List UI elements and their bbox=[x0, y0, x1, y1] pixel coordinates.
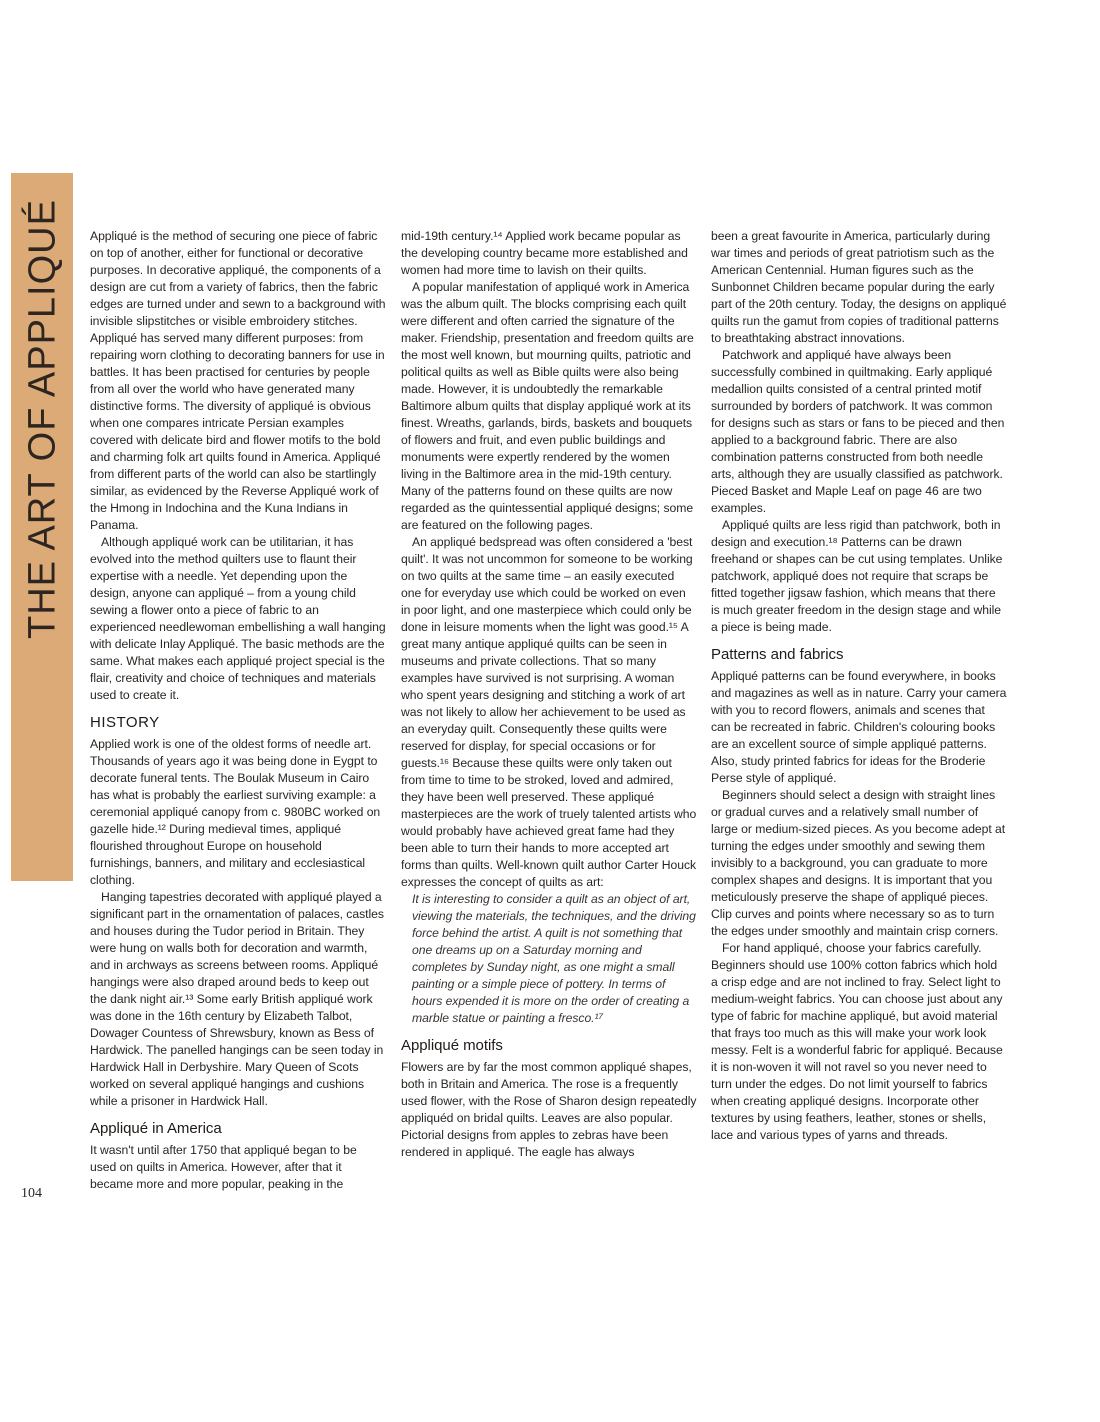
paragraph: been a great favourite in America, particularly during war times and periods of great patriotism such as the American Centennial. Human figures such as the Sunbonnet Children became popular during the early part of the 20th century. Today, the designs on appliqué quilts run the gamut from copies of traditional patterns to breathtaking abstract innovations. bbox=[711, 229, 1007, 345]
paragraph: Appliqué is the method of securing one piece of fabric on top of another, either for functional or decorative purposes. In decorative appliqué, the components of a design are cut from a variety of fabrics, then the fabric edges are turned under and sewn to a background with invisible slipstitches or visible embroidery stitches. Appliqué has served many different purposes: from repairing worn clothing to decorating banners for use in battles. It has been practised for centuries by people from all over the world who have generated many distinctive forms. The diversity of appliqué is obvious when one compares intricate Persian examples covered with delicate bird and flower motifs to the bold and charming folk art quilts found in America. Appliqué from different parts of the world can also be startlingly similar, as evidenced by the Reverse Appliqué work of the Hmong in Indochina and the Kuna Indians in Panama. bbox=[90, 229, 386, 532]
paragraph: Applied work is one of the oldest forms of needle art. Thousands of years ago it was being done in Eygpt to decorate funeral tents. The Boulak Museum in Cairo has what is probably the earliest surviving example: a ceremonial appliqué canopy from c. 980BC worked on gazelle hide.¹² During medieval times, appliqué flourished throughout Europe on household furnishings, banners, and military and ecclesiastical clothing. bbox=[90, 737, 381, 887]
paragraph: It wasn't until after 1750 that appliqué began to be used on quilts in America. However, after that it became more and more popular, peaking in the bbox=[90, 1143, 357, 1191]
heading-applique-in-america: Appliqué in America bbox=[90, 1120, 222, 1137]
paragraph: Appliqué quilts are less rigid than patchwork, both in design and execution.¹⁸ Patterns can be drawn freehand or shapes can be cut using templates. Unlike patchwork, appliqué does not require that scraps be fitted together jigsaw fashion, which means that there is much greater freedom in the design stage and while a piece is being made. bbox=[711, 518, 1003, 634]
text-column-2 bbox=[401, 228, 697, 1161]
heading-patterns-and-fabrics: Patterns and fabrics bbox=[711, 646, 844, 663]
text-column-3 bbox=[711, 228, 1007, 1144]
paragraph: mid-19th century.¹⁴ Applied work became popular as the developing country became more established and women had more time to lavish on their quilts. bbox=[401, 229, 688, 277]
heading-history: HISTORY bbox=[90, 714, 160, 731]
paragraph: For hand appliqué, choose your fabrics carefully. Beginners should use 100% cotton fabrics which hold a crisp edge and are not inclined to fray. Select light to medium-weight fabrics. You can choose just about any type of fabric for machine appliqué, but avoid material that frays too much as this will make your work look messy. Felt is a wonderful fabric for appliqué. Because it is non-woven it will not ravel so you never need to turn under the edges. Do not limit yourself to fabrics when creating appliqué designs. Incorporate other textures by using feathers, leather, stones or shells, lace and various types of yarns and threads. bbox=[711, 941, 1003, 1142]
paragraph: An appliqué bedspread was often considered a 'best quilt'. It was not uncommon for someone to be working on two quilts at the same time – an easily executed one for everyday use which could be worked on even in poor light, and one masterpiece which could only be done in leisure moments when the light was good.¹⁵ A great many antique appliqué quilts can be seen in museums and private collections. That so many examples have survived is not surprising. A woman who spent years designing and stitching a work of art was not likely to allow her achievement to be used as an everyday quilt. Consequently these quilts were reserved for display, for special occasions or for guests.¹⁶ Because these quilts were only taken out from time to time to be stroked, loved and admired, they have been well preserved. These appliqué masterpieces are the work of truely talented artists who would probably have achieved great fame had they been able to turn their hands to more accepted art forms than quilts. Well-known quilt author Carter Houck expresses the concept of quilts as art: bbox=[401, 535, 697, 889]
paragraph: A popular manifestation of appliqué work in America was the album quilt. The blocks comprising each quilt were different and often carried the signature of the maker. Friendship, presentation and freedom quilts are the most well known, but mourning quilts, patriotic and political quilts as well as Bible quilts were also being made. However, it is undoubtedly the remarkable Baltimore album quilts that display appliqué work at its finest. Wreaths, garlands, birds, baskets and bouquets of flowers and fruit, and even public buildings and monuments were expertly rendered by the women living in the Baltimore area in the mid-19th century. Many of the patterns found on these quilts are now regarded as the quintessential appliqué designs; some are featured on the following pages. bbox=[401, 280, 694, 532]
paragraph: Although appliqué work can be utilitarian, it has evolved into the method quilters use to flaunt their expertise with a needle. Yet depending upon the design, anyone can appliqué – from a young child sewing a flower onto a piece of fabric to an experienced needlewoman embellishing a wall hanging with delicate Inlay Appliqué. The basic methods are the same. What makes each appliqué project special is the flair, creativity and choice of techniques and materials used to create it. bbox=[90, 535, 386, 702]
paragraph: Flowers are by far the most common appliqué shapes, both in Britain and America. The rose is a frequently used flower, with the Rose of Sharon design repeatedly appliquéd on bridal quilts. Leaves are also popular. Pictorial designs from apples to zebras have been rendered in appliqué. The eagle has always bbox=[401, 1060, 697, 1159]
quote-carter-houck: It is interesting to consider a quilt as an object of art, viewing the materials, the techniques, and the driving force behind the artist. A quilt is not something that one dreams up on a Saturday morning and completes by Sunday night, as one might a small painting or a simple piece of pottery. In terms of hours expended it is more on the order of creating a marble statue or painting a fresco.¹⁷ bbox=[412, 892, 696, 1025]
paragraph: Patchwork and appliqué have always been successfully combined in quiltmaking. Early appliqué medallion quilts consisted of a central printed motif surrounded by borders of patchwork. It was common for designs such as stars or fans to be pieced and then applied to a background fabric. There are also combination patterns constructed from both needle arts, although they are usually classified as patchwork. Pieced Basket and Maple Leaf on page 46 are two examples. bbox=[711, 348, 1005, 515]
chapter-title: THE ART OF APPLIQUÉ bbox=[21, 199, 64, 640]
text-column-1 bbox=[90, 228, 386, 1193]
page-number: 104 bbox=[21, 1186, 42, 1201]
paragraph: Appliqué patterns can be found everywhere, in books and magazines as well as in nature. Carry your camera with you to record flowers, animals and scenes that can be recreated in fabric. Children's colouring books are an excellent source of simple appliqué patterns. Also, study printed fabrics for ideas for the Broderie Perse style of appliqué. bbox=[711, 669, 1007, 785]
heading-applique-motifs: Appliqué motifs bbox=[401, 1037, 503, 1054]
paragraph: Beginners should select a design with straight lines or gradual curves and a relatively small number of large or medium-sized pieces. As you become adept at turning the edges under smoothly and sewing them invisibly to a background, you can graduate to more complex shapes and designs. It is important that you meticulously preserve the shape of appliqué pieces. Clip curves and points where necessary so as to turn the edges under smoothly and maintain crisp corners. bbox=[711, 788, 1006, 938]
paragraph: Hanging tapestries decorated with appliqué played a significant part in the ornamentation of palaces, castles and houses during the Tudor period in Britain. They were hung on walls both for decoration and warmth, and in archways as screens between rooms. Appliqué hangings were also draped around beds to keep out the dank night air.¹³ Some early British appliqué work was done in the 16th century by Elizabeth Talbot, Dowager Countess of Shrewsbury, known as Bess of Hardwick. The panelled hangings can be seen today in Hardwick Hall in Derbyshire. Mary Queen of Scots worked on several appliqué hangings and cushions while a prisoner in Hardwick Hall. bbox=[90, 890, 384, 1108]
